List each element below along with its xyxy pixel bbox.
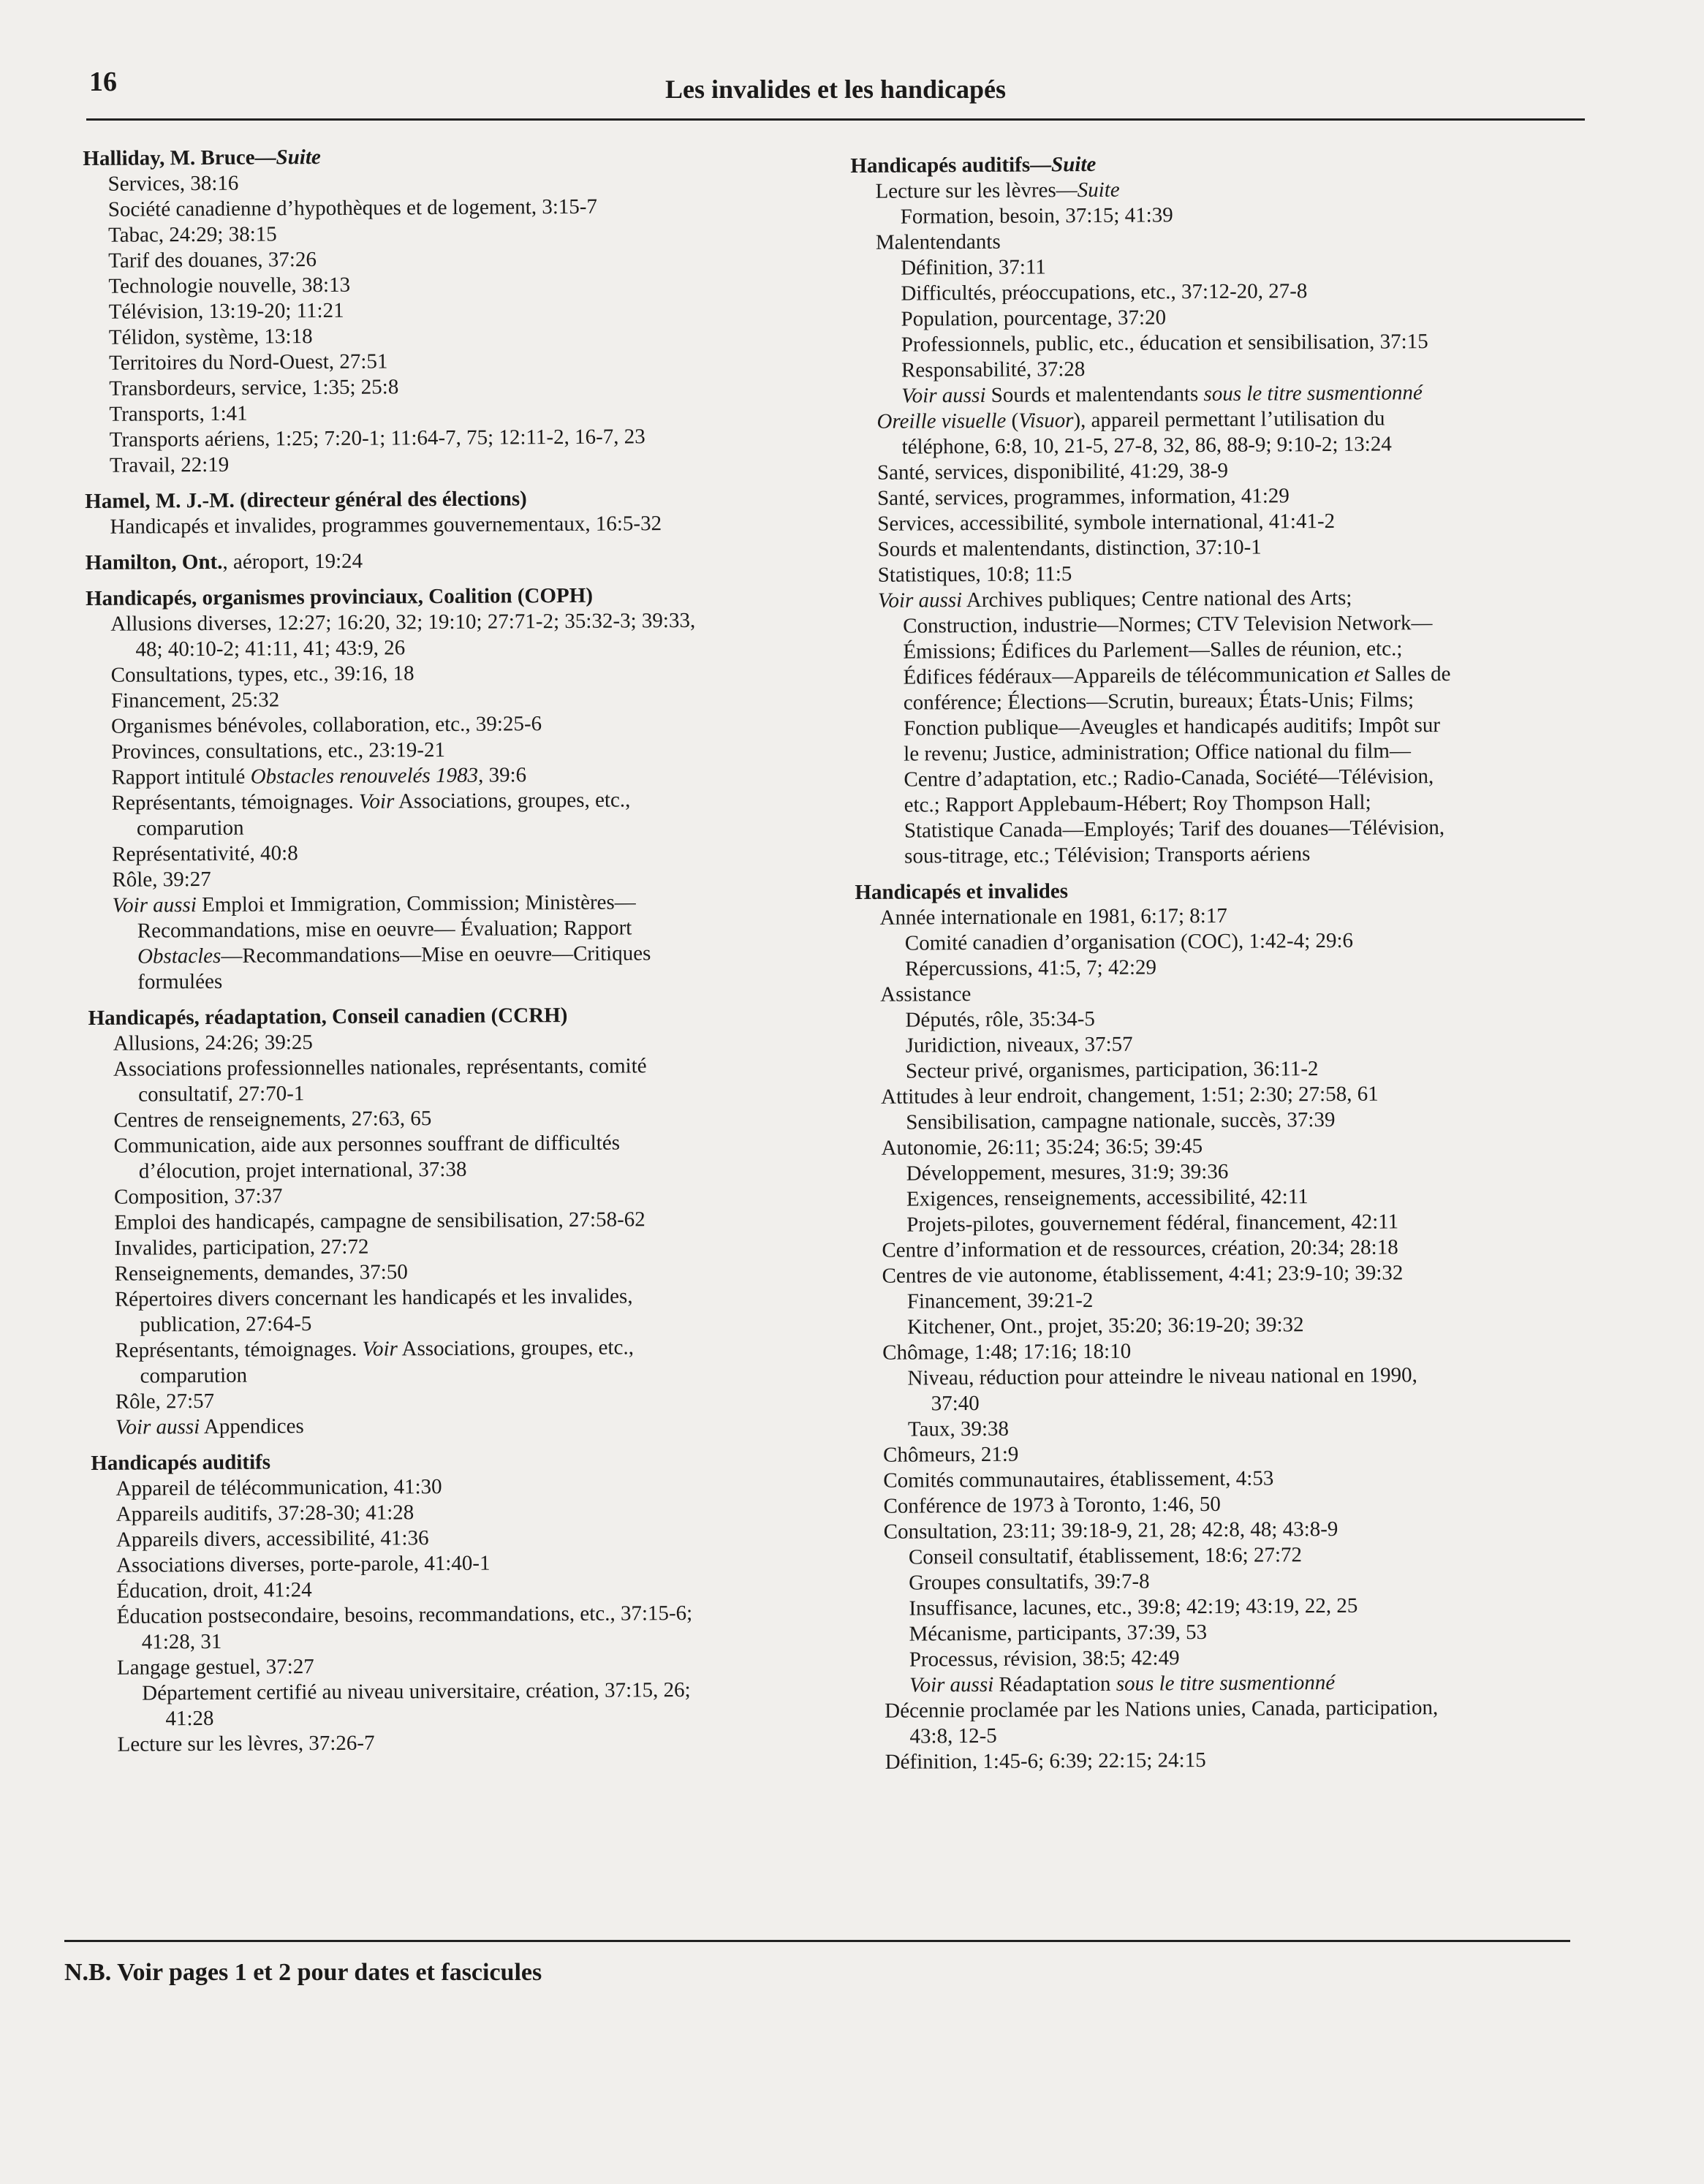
index-entry: Tarif des douanes, 37:26	[108, 248, 317, 273]
index-entry: Provinces, consultations, etc., 23:19-21	[111, 738, 446, 764]
index-entry: Voir aussi Appendices	[115, 1414, 304, 1439]
index-entry: Allusions, 24:26; 39:25	[113, 1031, 313, 1055]
index-entry: etc.; Rapport Applebaum-Hébert; Roy Thompson Hall;	[904, 790, 1371, 817]
index-entry: Malentendants	[875, 230, 1001, 254]
index-entry: Kitchener, Ont., projet, 35:20; 36:19-20; 39:32	[906, 1313, 1304, 1339]
index-entry: Télévision, 13:19-20; 11:21	[108, 298, 344, 324]
index-entry: Année internationale en 1981, 6:17; 8:17	[879, 903, 1227, 930]
index-entry: Statistiques, 10:8; 11:5	[877, 562, 1072, 587]
index-entry: 37:40	[931, 1391, 980, 1416]
index-entry: Comités communautaires, établissement, 4:53	[883, 1466, 1274, 1493]
index-entry: Travail, 22:19	[109, 452, 230, 477]
index-entry: Langage gestuel, 37:27	[116, 1655, 314, 1680]
index-entry: Députés, rôle, 35:34-5	[905, 1006, 1095, 1032]
index-heading: Halliday, M. Bruce—Suite	[83, 145, 321, 171]
index-entry: Secteur privé, organismes, participation, 36:11-2	[905, 1057, 1319, 1083]
index-entry: Emploi des handicapés, campagne de sensibilisation, 27:58-62	[114, 1207, 645, 1235]
running-header: Les invalides et les handicapés	[665, 75, 1007, 104]
index-entry: Définition, 37:11	[901, 255, 1046, 280]
index-entry: Comité canadien d’organisation (COC), 1:42-4; 29:6	[904, 928, 1354, 955]
index-entry: Recommandations, mise en oeuvre— Évaluation; Rapport	[137, 916, 632, 943]
index-entry: Définition, 1:45-6; 6:39; 22:15; 24:15	[885, 1748, 1206, 1774]
index-entry: Émissions; Édifices du Parlement—Salles de réunion, etc.;	[903, 637, 1403, 664]
index-entry: Processus, révision, 38:5; 42:49	[909, 1646, 1180, 1672]
index-entry: Fonction publique—Aveugles et handicapés auditifs; Impôt sur	[903, 713, 1441, 740]
index-entry: Attitudes à leur endroit, changement, 1:51; 2:30; 27:58, 61	[881, 1082, 1379, 1109]
index-entry: Rôle, 39:27	[112, 867, 211, 892]
index-entry: Insuffisance, lacunes, etc., 39:8; 42:19; 43:19, 22, 25	[909, 1593, 1358, 1620]
index-entry: Conférence de 1973 à Toronto, 1:46, 50	[883, 1492, 1221, 1518]
index-entry: consultatif, 27:70-1	[138, 1082, 305, 1107]
index-entry: Décennie proclamée par les Nations unies, Canada, participation,	[885, 1696, 1439, 1723]
index-entry: Répercussions, 41:5, 7; 42:29	[904, 955, 1157, 981]
index-entry: Financement, 39:21-2	[906, 1289, 1094, 1313]
index-entry: Centre d’adaptation, etc.; Radio-Canada, Société—Télévision,	[904, 765, 1434, 792]
index-entry: Handicapés et invalides, programmes gouvernementaux, 16:5-32	[110, 512, 662, 539]
index-entry: formulées	[137, 969, 223, 994]
index-entry: Télidon, système, 13:18	[108, 325, 313, 349]
index-entry: Taux, 39:38	[907, 1417, 1010, 1441]
index-entry: Formation, besoin, 37:15; 41:39	[900, 203, 1173, 229]
index-entry: téléphone, 6:8, 10, 21-5, 27-8, 32, 86, 88-9; 9:10-2; 13:24	[901, 432, 1392, 459]
footer-note: N.B. Voir pages 1 et 2 pour dates et fascicules	[64, 1959, 542, 1986]
index-entry: Responsabilité, 37:28	[901, 357, 1086, 382]
index-entry: Centres de renseignements, 27:63, 65	[113, 1107, 432, 1132]
index-entry: Projets-pilotes, gouvernement fédéral, financement, 42:11	[906, 1210, 1399, 1237]
index-entry: Technologie nouvelle, 38:13	[108, 273, 351, 298]
index-entry: Construction, industrie—Normes; CTV Television Network—	[903, 611, 1433, 638]
index-entry: Exigences, renseignements, accessibilité, 42:11	[906, 1185, 1309, 1211]
index-entry: Difficultés, préoccupations, etc., 37:12-20, 27-8	[901, 279, 1308, 306]
index-entry: Transports aériens, 1:25; 7:20-1; 11:64-7, 75; 12:11-2, 16-7, 23	[109, 425, 645, 452]
index-entry: Société canadienne d’hypothèques et de logement, 3:15-7	[107, 194, 598, 221]
index-entry: Financement, 25:32	[110, 688, 280, 713]
index-entry: Appareils auditifs, 37:28-30; 41:28	[116, 1501, 414, 1526]
index-entry: Conseil consultatif, établissement, 18:6; 27:72	[908, 1543, 1303, 1569]
index-entry: Développement, mesures, 31:9; 39:36	[906, 1159, 1229, 1186]
index-entry: Édifices fédéraux—Appareils de télécommunication et Salles de	[903, 662, 1451, 689]
index-entry: Statistique Canada—Employés; Tarif des douanes—Télévision,	[904, 816, 1445, 843]
index-entry: Santé, services, disponibilité, 41:29, 38-9	[876, 458, 1229, 485]
index-entry: Voir aussi Réadaptation sous le titre susmentionné	[909, 1671, 1336, 1697]
index-heading: Handicapés auditifs	[91, 1450, 271, 1475]
index-entry: Oreille visuelle (Visuor), appareil permettant l’utilisation du	[876, 406, 1385, 433]
index-entry: sous-titrage, etc.; Télévision; Transports aériens	[904, 842, 1311, 868]
page-number: 16	[89, 67, 117, 97]
index-entry: Centres de vie autonome, établissement, 4:41; 23:9-10; 39:32	[882, 1261, 1404, 1288]
index-entry: Voir aussi Emploi et Immigration, Commission; Ministères—	[112, 890, 636, 917]
index-entry: publication, 27:64-5	[140, 1312, 312, 1337]
index-heading: Handicapés, réadaptation, Conseil canadien (CCRH)	[88, 1003, 568, 1030]
index-entry: Chômeurs, 21:9	[883, 1442, 1019, 1467]
index-entry: Tabac, 24:29; 38:15	[107, 222, 277, 247]
index-entry: comparution	[140, 1363, 248, 1388]
index-entry: Associations diverses, porte-parole, 41:40-1	[116, 1551, 491, 1577]
index-entry: Assistance	[880, 982, 972, 1006]
index-entry: Chômage, 1:48; 17:16; 18:10	[882, 1339, 1132, 1365]
index-entry: Rôle, 27:57	[115, 1389, 215, 1414]
index-entry: Hamilton, Ont., aéroport, 19:24	[85, 549, 363, 575]
index-entry: Sensibilisation, campagne nationale, succès, 37:39	[906, 1107, 1336, 1134]
index-entry: Représentativité, 40:8	[112, 841, 298, 866]
index-entry: Éducation, droit, 41:24	[116, 1578, 312, 1603]
index-entry: Composition, 37:37	[113, 1184, 283, 1209]
index-entry: Transports, 1:41	[109, 401, 248, 426]
index-entry: Répertoires divers concernant les handicapés et les invalides,	[114, 1284, 633, 1311]
index-entry: 43:8, 12-5	[909, 1724, 997, 1748]
index-entry: d’élocution, projet international, 37:38	[138, 1157, 467, 1183]
index-entry: 48; 40:10-2; 41:11, 41; 43:9, 26	[135, 636, 406, 661]
index-entry: Centre d’information et de ressources, création, 20:34; 28:18	[882, 1235, 1398, 1262]
index-entry: Département certifié au niveau universitaire, création, 37:15, 26;	[142, 1677, 691, 1705]
index-column-right	[850, 149, 1584, 1775]
index-entry: Organismes bénévoles, collaboration, etc., 39:25-6	[111, 712, 542, 738]
index-entry: Communication, aide aux personnes souffrant de difficultés	[113, 1131, 621, 1158]
index-entry: Territoires du Nord-Ouest, 27:51	[108, 349, 388, 375]
index-entry: Population, pourcentage, 37:20	[901, 306, 1167, 331]
index-entry: Représentants, témoignages. Voir Associations, groupes, etc.,	[115, 1335, 634, 1362]
index-heading: Hamel, M. J.-M. (directeur général des élections)	[85, 487, 527, 514]
index-heading: Handicapés et invalides	[855, 879, 1069, 905]
index-entry: Groupes consultatifs, 39:7-8	[909, 1569, 1150, 1595]
index-entry: Éducation postsecondaire, besoins, recommandations, etc., 37:15-6;	[116, 1601, 693, 1628]
index-entry: Mécanisme, participants, 37:39, 53	[909, 1620, 1208, 1646]
index-entry: Niveau, réduction pour atteindre le niveau national en 1990,	[907, 1363, 1417, 1390]
index-heading: Handicapés auditifs—Suite	[850, 152, 1097, 178]
index-entry: Services, 38:16	[107, 171, 239, 196]
index-entry: 41:28	[165, 1706, 214, 1731]
index-entry: Services, accessibilité, symbole international, 41:41-2	[877, 509, 1336, 536]
index-entry: le revenu; Justice, administration; Office national du film—	[904, 739, 1412, 766]
index-entry: Allusions diverses, 12:27; 16:20, 32; 19:10; 27:71-2; 35:32-3; 39:33,	[110, 608, 696, 636]
index-entry: Rapport intitulé Obstacles renouvelés 1983, 39:6	[111, 763, 527, 789]
header-rule	[86, 118, 1585, 121]
index-column-left	[83, 142, 838, 1758]
index-heading: Handicapés, organismes provinciaux, Coalition (COPH)	[85, 583, 594, 611]
index-entry: 41:28, 31	[141, 1629, 222, 1654]
index-entry: Voir aussi Sourds et malentendants sous le titre susmentionné	[901, 381, 1423, 408]
index-entry: Obstacles—Recommandations—Mise en oeuvre—Critiques	[137, 941, 651, 968]
footer-rule	[64, 1940, 1570, 1942]
index-entry: Appareils divers, accessibilité, 41:36	[116, 1526, 429, 1552]
index-entry: Transbordeurs, service, 1:35; 25:8	[109, 375, 399, 401]
index-entry: Lecture sur les lèvres—Suite	[875, 178, 1120, 203]
index-entry: Consultation, 23:11; 39:18-9, 21, 28; 42:8, 48; 43:8-9	[883, 1517, 1338, 1544]
index-entry: Représentants, témoignages. Voir Associations, groupes, etc.,	[111, 788, 631, 815]
index-entry: Consultations, types, etc., 39:16, 18	[110, 661, 414, 687]
index-entry: Invalides, participation, 27:72	[114, 1235, 369, 1260]
index-entry: Santé, services, programmes, information, 41:29	[877, 484, 1290, 510]
index-entry: Voir aussi Archives publiques; Centre national des Arts;	[877, 585, 1352, 613]
index-entry: Renseignements, demandes, 37:50	[114, 1260, 408, 1286]
index-entry: conférence; Élections—Scrutin, bureaux; États-Unis; Films;	[903, 688, 1415, 715]
index-entry: Autonomie, 26:11; 35:24; 36:5; 39:45	[881, 1134, 1203, 1160]
index-entry: comparution	[136, 816, 244, 841]
index-entry: Lecture sur les lèvres, 37:26-7	[117, 1731, 375, 1756]
index-entry: Appareil de télécommunication, 41:30	[116, 1475, 442, 1501]
index-entry: Professionnels, public, etc., éducation et sensibilisation, 37:15	[901, 330, 1428, 357]
index-entry: Juridiction, niveaux, 37:57	[905, 1032, 1133, 1058]
index-entry: Sourds et malentendants, distinction, 37:10-1	[877, 535, 1262, 561]
index-entry: Associations professionnelles nationales, représentants, comité	[113, 1054, 647, 1081]
